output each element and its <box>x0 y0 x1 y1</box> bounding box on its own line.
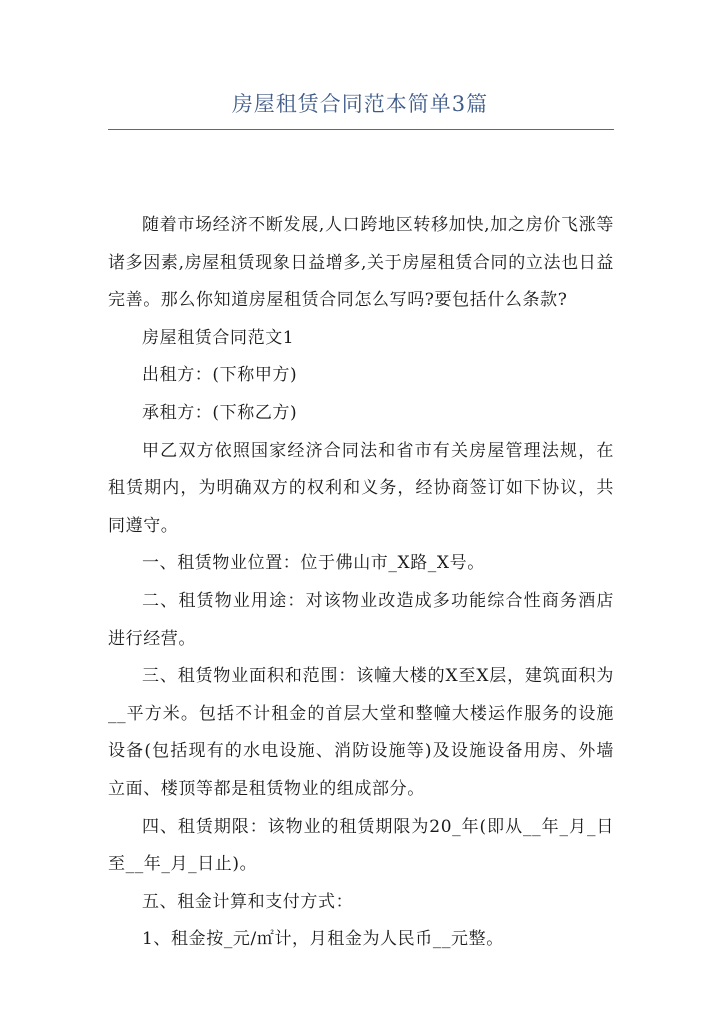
title-divider <box>108 129 614 130</box>
page-title: 房屋租赁合同范本简单3篇 <box>231 92 489 116</box>
intro-paragraph: 随着市场经济不断发展,人口跨地区转移加快,加之房价飞涨等诸多因素,房屋租赁现象日益增多,关于房屋租赁合同的立法也日益完善。那么你知道房屋租赁合同怎么写吗?要包括什么条款? <box>108 215 614 311</box>
agreement-paragraph: 甲乙双方依照国家经济合同法和省市有关房屋管理法规，在租赁期内，为明确双方的权利和义务，经协商签订如下协议，共同遵守。 <box>108 440 614 536</box>
section-heading: 房屋租赁合同范文1 <box>142 327 295 348</box>
clause-location: 一、租赁物业位置：位于佛山市_X路_X号。 <box>142 553 485 574</box>
clause-term: 四、租赁期限：该物业的租赁期限为20_年(即从__年_月_日至__年_月_日止)。 <box>108 816 614 875</box>
document-body <box>108 207 614 959</box>
lessor-line: 出租方：(下称甲方) <box>142 365 298 386</box>
clause-rent-heading: 五、租金计算和支付方式： <box>142 891 354 912</box>
lessee-line: 承租方：(下称乙方) <box>142 402 298 423</box>
clause-area: 三、租赁物业面积和范围：该幢大楼的X至X层，建筑面积为__平方米。包括不计租金的首层大堂和整幢大楼运作服务的设施设备(包括现有的水电设施、消防设施等)及设施设备用房、外墙立面、楼顶等都是租赁物业的组成部分。 <box>108 666 614 799</box>
clause-usage: 二、租赁物业用途：对该物业改造成多功能综合性商务酒店进行经营。 <box>108 590 614 649</box>
clause-rent-rate: 1、租金按_元/㎡计，月租金为人民币__元整。 <box>142 929 504 950</box>
